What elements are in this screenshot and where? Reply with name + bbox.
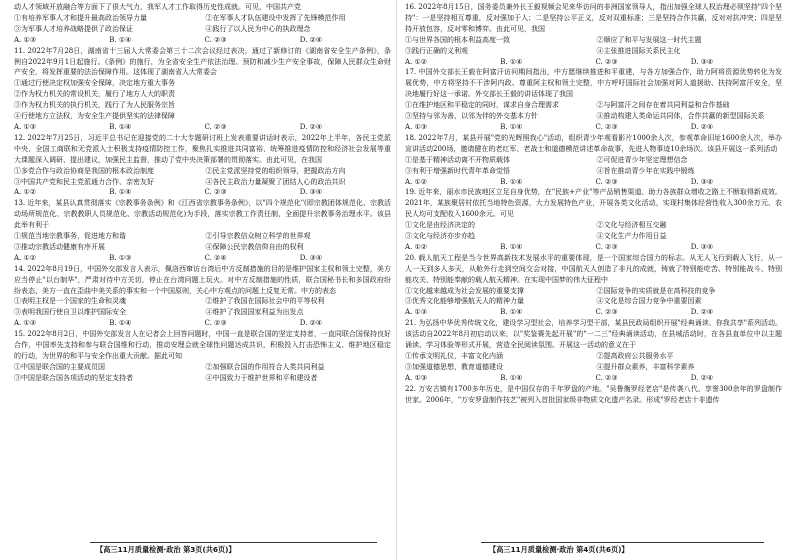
answer-choice: D. ③④: [690, 242, 714, 251]
answer-choice: D. ③④: [690, 57, 714, 66]
statement-option: ③加强道德思想，教育道德建设: [405, 362, 503, 371]
statement-option: ④保障公民宗教信仰自由的权利: [205, 242, 304, 251]
statement-option: ②提高政府公共服务水平: [596, 352, 674, 360]
statement-option: ①表明主权是一个国家的生命和灵魂: [14, 297, 126, 306]
question-text: ③作为权力机关的执行机关，践行了为人民服务宗旨: [14, 101, 175, 110]
statement-options: [14, 166, 391, 177]
answer-choices: [14, 318, 391, 329]
statement-option: ③为军事人才培养战略提供了政治保证: [14, 24, 133, 33]
statement-option: ④文化生产力作用日益: [596, 232, 667, 241]
answer-choice: D. ③④: [299, 188, 323, 197]
question-text: ④行使地方立法权，为安全生产提供坚实的法律保障: [14, 112, 175, 121]
answer-choices: [405, 242, 782, 253]
statement-option: ③中国是联合国各项活动的坚定支持者: [14, 373, 133, 382]
statement-options: [405, 296, 782, 307]
question-text: 17. 中国外交部长王毅在阿富汗访问期间指出，中方愿继续推进和平重建，与各方加强合作，助力阿将资源优势转化为发展优势，中方将坚持不干涉阿内政、尊重阿主权和领土完整，中方呼吁国际社会加强对阿人道援助、扶持阿富汗安全，坚决地履行好这一承诺。外交部长王毅的讲话体现了我国: [405, 68, 782, 99]
question-text: 14. 2022年8月19日，中国外交部发言人表示，佩洛西窜访台湾后中方反制措施的目的是维护国家主权和领土完整，美方应当停止"以台制华"，严肃对待中方关切，停止在台湾问题上玩火。对中方反制措施的性质，联合国秘书长和多国政府纷纷表态，美方一直在歪曲中美关系的事实和一个中国原则，关心中方观点的问题上反复无常。中方的表态: [14, 264, 391, 295]
page-left-footer-text: 【高三11月质量检测·政治 第3页(共6页)】: [96, 545, 236, 554]
statement-option: ①文化是由经济决定的: [405, 221, 475, 230]
statement-option: ①规范当地宗教事务，促进地方和谐: [14, 232, 126, 241]
question-text: 18. 2022年7月，某县开展"党的光辉照我心"活动，组织青少年观看影片1000余人次，参观革命旧址1600余人次，举办宣讲活动200场，邀请健在的老红军、老战士和道德模范讲述革命故事，先进人物事迹10余场次。该县开展这一系列活动: [405, 133, 782, 153]
statement-option: ②顺应了和平与发展这一时代主题: [596, 35, 702, 44]
statement-option: ②与阿富汗之间存在着共同利益和合作基础: [596, 101, 730, 110]
answer-choice: B. ①④: [500, 177, 523, 186]
statement-option: ④推动构建人类命运共同体，合作共赢的新型国际关系: [596, 112, 765, 121]
answer-choice: D. ②④: [690, 373, 714, 382]
answer-choice: C. ②③: [595, 57, 618, 66]
statement-option: ②在军事人才队伍建设中发挥了先锋模范作用: [205, 13, 346, 22]
answer-choices: [405, 373, 782, 384]
answer-choice: C. ②④: [204, 253, 227, 262]
answer-choice: A. ①②: [14, 188, 37, 197]
statement-option: ④主张推进国际关系民主化: [596, 46, 681, 55]
page-left-content: [14, 2, 391, 384]
question-text: 12. 2022年7月25日，习近平总书记在迎接党的二十大专题研讨班上发表重要讲话时表示，2022年上半年，各民主党派中央、全国工商联和无党派人士积极支持疫情防控工作，聚焦扎实推进共同富裕、统筹推进疫情防控和经济社会发展等重大课题深入调研、提出建议，加强民主监督，推动了党中央决策部署的贯彻落实。由此可见，在我国: [14, 133, 391, 164]
statement-option: ④践行了以人民为中心的执政理念: [205, 24, 311, 33]
answer-choice: C. ②③: [595, 373, 618, 382]
answer-choice: D. ②④: [690, 122, 714, 131]
statement-options: [405, 46, 782, 57]
answer-choice: B. ①④: [109, 35, 132, 44]
answer-choices: [405, 177, 782, 188]
answer-choice: D. ③④: [299, 253, 323, 262]
answer-choice: B. ①③: [109, 253, 132, 262]
statement-option: ④中国致力于维护世界和平和建设者: [205, 373, 318, 382]
answer-choice: A. ①③: [14, 35, 37, 44]
answer-choice: C. ②③: [204, 122, 227, 131]
statement-option: ③有利于增强新时代青年革命觉悟: [405, 166, 510, 175]
statement-option: ④文化是综合国力竞争中重要因素: [596, 297, 702, 306]
answer-choice: C. ②③: [204, 35, 227, 44]
statement-option: ①多党合作与政治协商是我国的根本政治制度: [14, 166, 154, 175]
statement-options: [405, 155, 782, 166]
statement-options: [14, 13, 391, 24]
statement-option: ②民主党派坚持党的组织领导，把握政治方向: [205, 166, 346, 175]
page-right-footer: [397, 542, 794, 556]
statement-options: [405, 351, 782, 362]
question-text: ②作为权力机关的常设机关，履行了地方人大的职责: [14, 90, 175, 99]
statement-option: ③坚持与邻为善、以邻为伴的外交基本方针: [405, 112, 538, 121]
answer-choice: B. ①④: [500, 57, 523, 66]
statement-options: [405, 231, 782, 242]
answer-choices: [405, 122, 782, 133]
statement-option: ④维护了我国国家利益为出发点: [205, 308, 304, 317]
statement-options: [14, 373, 391, 384]
answer-choice: B. ①④: [109, 188, 132, 197]
statement-option: ②引导宗教信众树立科学的世界观: [205, 232, 311, 241]
statement-options: [14, 231, 391, 242]
statement-option: ①中国是联合国的主要成员国: [14, 362, 105, 371]
statement-options: [405, 166, 782, 177]
answer-choice: C. ②③: [595, 242, 618, 251]
answer-choice: A. ①②: [405, 57, 428, 66]
question-text: 21. 为弘扬中华优秀传统文化，建设学习型社会，培养学习型干部，某县民政局组织开展"经典诵读、你我共享"系列活动。该活动自2022年8月初启动以来，以"奖鉴赛先起开展"的"一二三"经典诵读活动，在县城活动时，在各县直单位中以主题诵读、学习体验等形式开展，营造全民阅读氛围。开展这一活动的意义在于: [405, 319, 782, 350]
answer-choice: A. ①③: [405, 308, 428, 317]
question-text: ①通过行使决定权加强安全保障，决定地方重大事务: [14, 79, 175, 88]
statement-options: [405, 220, 782, 231]
answer-choice: D. ②④: [299, 122, 323, 131]
statement-option: ①与世界各国的根本利益高度一致: [405, 35, 510, 44]
answer-choices: [405, 307, 782, 318]
answer-choice: C. ②③: [595, 177, 618, 186]
page-left-footer: [0, 542, 397, 556]
statement-option: ②维护了我国在国际社会中的平等权利: [205, 297, 325, 306]
statement-option: ③推动宗教活动健康有序开展: [14, 242, 105, 251]
statement-option: ③优秀文化能够增强航天人的精神力量: [405, 297, 524, 306]
statement-option: ④各民主政治力量凝聚了团结人心的政治共识: [205, 177, 346, 186]
question-text: 11. 2022年7月28日，湖南省十三届人大常委会第三十二次会议经过表决，通过了新修订的《湖南省安全生产条例》，条例自2022年9月1日起施行。《条例》的施行，为全省安全生产依法治理、预防和减少生产安全事故，保障人民群众生命财产安全，将发挥重要的法治保障作用。这体现了湖南省人大常委会: [14, 46, 391, 77]
statement-option: ③践行正确的义利观: [405, 46, 468, 55]
statement-options: [14, 242, 391, 253]
statement-option: ②加强联合国的作用符合人类共同利益: [205, 362, 325, 371]
statement-option: ④旨在推动青少年在实践中锻炼: [596, 166, 695, 175]
statement-options: [405, 35, 782, 46]
statement-options: [14, 362, 391, 373]
answer-choice: D. ②④: [299, 35, 323, 44]
answer-choice: D. ②④: [299, 319, 323, 328]
answer-choice: B. ①④: [109, 319, 132, 328]
statement-option: ①文化越来越成为社会发展的重要支撑: [405, 286, 524, 295]
statement-options: [405, 111, 782, 122]
answer-choice: B. ①④: [500, 122, 523, 131]
statement-option: ④提升群众素养，丰富科学素养: [596, 362, 695, 371]
statement-option: ③表明我国行使自卫以维护国际安全: [14, 308, 126, 317]
statement-option: ②文化与经济相互交融: [596, 221, 667, 230]
answer-choices: [14, 35, 391, 46]
answer-choice: A. ①③: [405, 373, 428, 382]
statement-options: [14, 177, 391, 188]
statement-options: [14, 307, 391, 318]
statement-options: [405, 100, 782, 111]
answer-choice: C. ②③: [204, 188, 227, 197]
question-text: 16. 2022年8月15日，国务委员兼外长王毅视频会见来华访问的非洲国家领导人，指出加强全球人权治理必须坚持"四个坚持"：一是坚持相互尊重，反对强加于人；二是坚持公平正义，反对双重标准；三是坚持合作共赢，反对对抗冲突；四是坚持开放包容，反对零和博弈。由此可见，我国: [405, 3, 782, 33]
statement-option: ①是基于精神活动离不开物质载体: [405, 155, 510, 164]
statement-option: ③文化与经济亦步亦趋: [405, 232, 475, 241]
statement-option: ①传承文明礼仪，丰富文化内涵: [405, 352, 503, 360]
question-text: 15. 2022年8月2日，中国外交部发言人在记者会上回答问题时，中国一直是联合国的坚定支持者，一直同联合国保持良好合作，中国率先支持和参与联合国维和行动，推动安理会就全球性问题达成共识，积极投入打击恐怖主义、维护地区稳定的行动，为世界的和平与安全作出重大贡献。据此可知: [14, 330, 391, 360]
statement-option: ①有培养军事人才和提升最高政治领导力量: [14, 13, 147, 22]
question-text: 动人才领域开放融合等方面下了很大气力，我军人才工作取得历史性成就。可见，中国共产党: [14, 3, 301, 11]
question-text: 19. 近年来，丽水市民族地区立足自身优势，在"民族+产业"等产品销售渠道、助力各族群众增收之路上不断取得新成效。2021年，某族聚居村依托当地特色资源，大力发展特色产业，开展各类文化活动，实现村集体经营性收入300余万元、农民人均可支配收入1600余元。可见: [405, 188, 782, 219]
statement-options: [14, 24, 391, 35]
page-right-content: [405, 2, 782, 406]
answer-choice: C. ②③: [595, 308, 618, 317]
page-right: [397, 0, 794, 560]
answer-choices: [405, 57, 782, 68]
statement-option: ②国际竞争的实质就是在高科技的竞争: [596, 286, 716, 295]
answer-choice: B. ①④: [500, 242, 523, 251]
answer-choice: B. ①④: [500, 373, 523, 382]
statement-option: ①在维护地区和平稳定的同时，谋求自身合理需求: [405, 101, 559, 110]
answer-choice: B. ①④: [109, 122, 132, 131]
answer-choice: A. ①②: [405, 177, 428, 186]
answer-choice: A. ①③: [14, 122, 37, 131]
question-text: 22. 万安古镇有1700多年历史，是中国仅存的千年罗盘的产地。"吴鲁衡罗经老店"是传袭八代、享誉300余年的罗盘制作世家。2006年，"万安罗盘制作技艺"被列入首批国家级非物质文化遗产名录。形成"罗经老店十非遗传: [405, 384, 782, 404]
statement-options: [405, 362, 782, 373]
answer-choice: D. ②④: [690, 308, 714, 317]
answer-choice: A. ①②: [405, 242, 428, 251]
answer-choices: [14, 187, 391, 198]
statement-options: [14, 296, 391, 307]
statement-option: ②可促进青少年坚定理想信念: [596, 155, 688, 164]
answer-choice: C. ②③: [595, 122, 618, 131]
answer-choice: D. ③④: [690, 177, 714, 186]
answer-choice: A. ①③: [405, 122, 428, 131]
answer-choice: C. ②③: [204, 319, 227, 328]
question-text: 13. 近年来，某县认真贯彻落实《宗教事务条例》和《江西省宗教事务条例》，以"四个规范化"(即宗教团体规范化、宗教活动场所规范化、宗教教职人员规范化、宗教活动规范化)为手段，落实宗教工作责任制，全面提升宗教事务治理水平。该县此举有利于: [14, 199, 391, 230]
page-right-footer-text: 【高三11月质量检测·政治 第4页(共6页)】: [489, 545, 629, 554]
question-text: 20. 载人航天工程是当今世界高新技术发展水平的重要体现，是一个国家综合国力的标志。从无人飞行到载人飞行，从一人一天到多人多天，从舱外行走到空间交会对接，中国航天人创造了非凡的成就，铸就了特别能吃苦、特别能战斗、特别能攻关、特别能奉献的载人航天精神。在实现中国梦的伟大征程中: [405, 253, 782, 284]
statement-options: [405, 286, 782, 297]
statement-option: ③中国共产党和民主党派通力合作、亲密友好: [14, 177, 154, 186]
answer-choice: A. ①②: [14, 253, 37, 262]
answer-choices: [14, 253, 391, 264]
answer-choices: [14, 122, 391, 133]
answer-choice: B. ①④: [500, 308, 523, 317]
answer-choice: A. ①③: [14, 319, 37, 328]
